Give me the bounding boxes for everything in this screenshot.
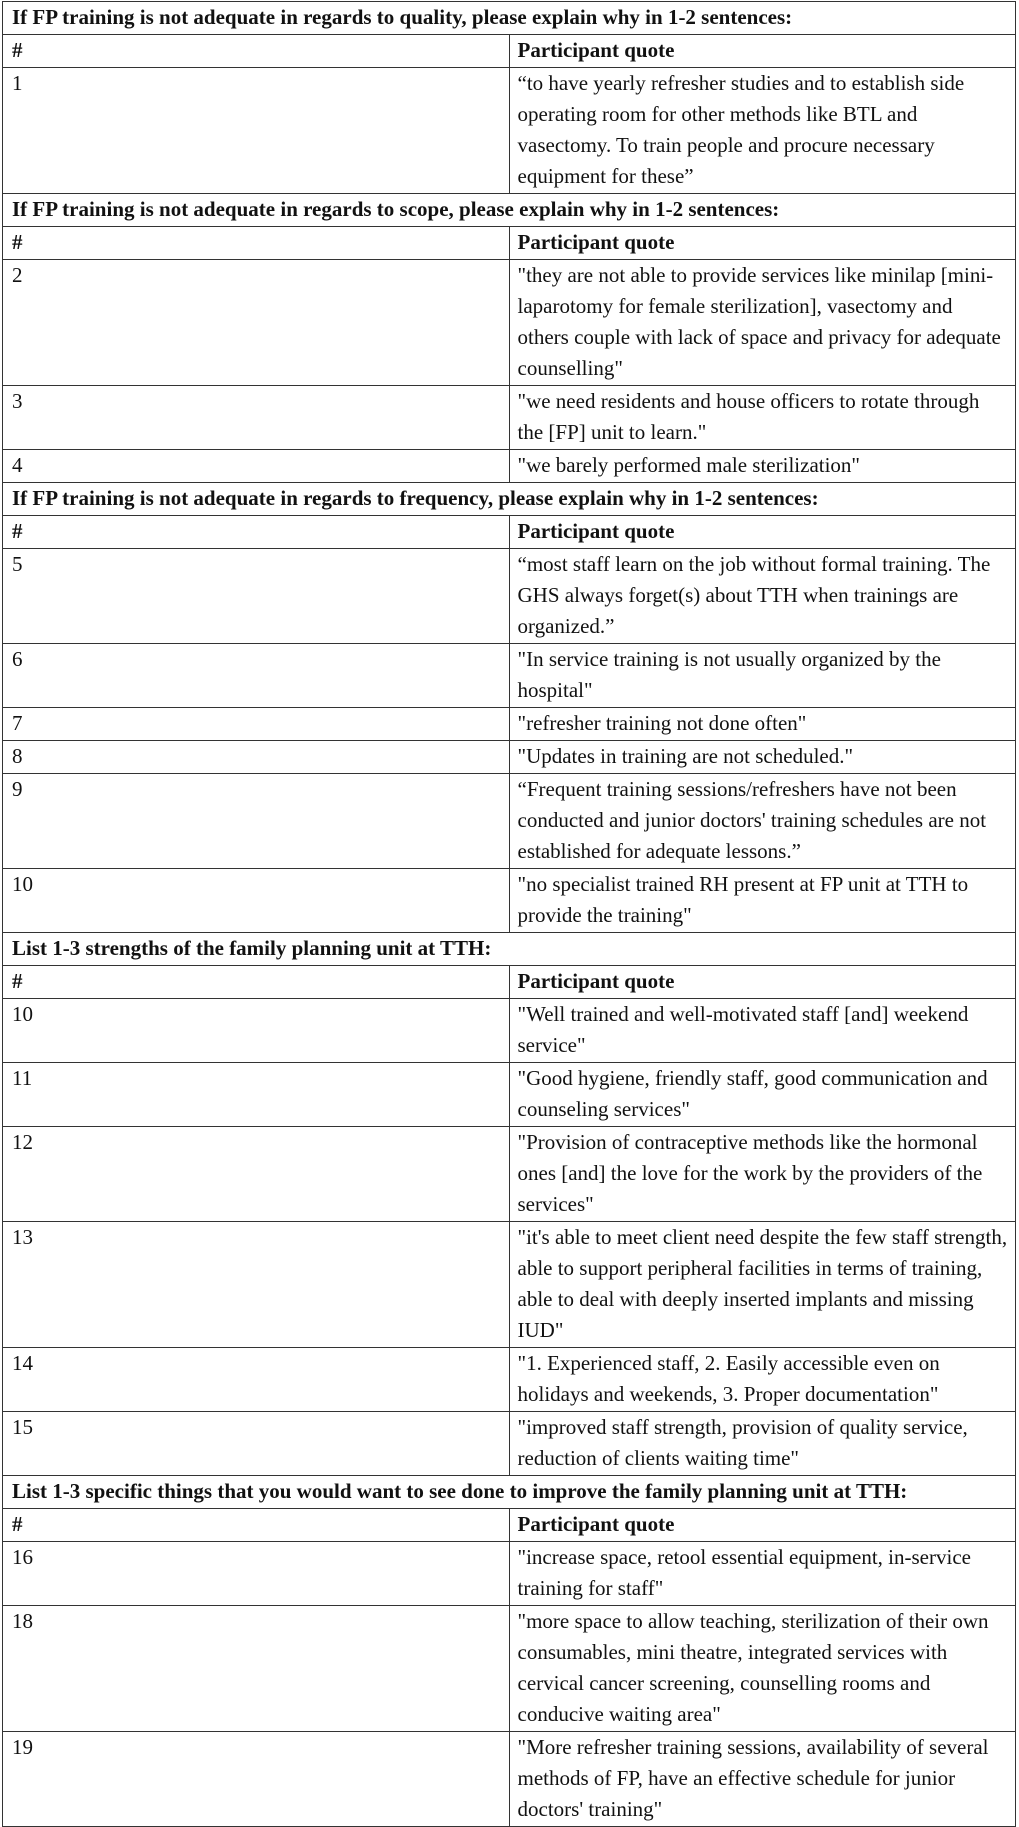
number-column-header: #: [3, 1509, 510, 1542]
participant-number: 6: [3, 644, 510, 708]
participant-quote: "no specialist trained RH present at FP unit at TTH to provide the training": [509, 869, 1016, 933]
section-heading-row: [3, 483, 1016, 516]
section-heading-row: [3, 2, 1016, 35]
section-title: If FP training is not adequate in regards to frequency, please explain why in 1-2 sentences:: [3, 483, 1016, 516]
participant-number: 18: [3, 1606, 510, 1732]
table-row: [3, 708, 1016, 741]
number-column-header: #: [3, 516, 510, 549]
table-row: [3, 1732, 1016, 1827]
column-header-row: [3, 966, 1016, 999]
quotes-table-body: [3, 2, 1016, 1827]
participant-quote: "More refresher training sessions, availability of several methods of FP, have an effective schedule for junior doctors' training": [509, 1732, 1016, 1827]
participant-quote: "we barely performed male sterilization": [509, 450, 1016, 483]
participant-quote: "refresher training not done often": [509, 708, 1016, 741]
table-row: [3, 260, 1016, 386]
table-row: [3, 774, 1016, 869]
participant-quote: "Provision of contraceptive methods like the hormonal ones [and] the love for the work by the providers of the services": [509, 1127, 1016, 1222]
participant-quote: "more space to allow teaching, sterilization of their own consumables, mini theatre, integrated services with cervical cancer screening, counselling rooms and conducive waiting area": [509, 1606, 1016, 1732]
quote-column-header: Participant quote: [509, 35, 1016, 68]
participant-quote: "they are not able to provide services like minilap [mini-laparotomy for female sterilization], vasectomy and others couple with lack of space and privacy for adequate counselling": [509, 260, 1016, 386]
column-header-row: [3, 227, 1016, 260]
quote-column-header: Participant quote: [509, 966, 1016, 999]
column-header-row: [3, 1509, 1016, 1542]
participant-quote: "it's able to meet client need despite the few staff strength, able to support peripheral facilities in terms of training, able to deal with deeply inserted implants and missing IUD": [509, 1222, 1016, 1348]
table-row: [3, 450, 1016, 483]
participant-quote: "Good hygiene, friendly staff, good communication and counseling services": [509, 1063, 1016, 1127]
quote-column-header: Participant quote: [509, 1509, 1016, 1542]
participant-number: 10: [3, 999, 510, 1063]
quotes-table: [2, 1, 1016, 1827]
column-header-row: [3, 35, 1016, 68]
participant-number: 9: [3, 774, 510, 869]
table-row: [3, 869, 1016, 933]
participant-number: 16: [3, 1542, 510, 1606]
participant-number: 19: [3, 1732, 510, 1827]
participant-number: 3: [3, 386, 510, 450]
section-heading-row: [3, 194, 1016, 227]
number-column-header: #: [3, 966, 510, 999]
participant-quote: "we need residents and house officers to rotate through the [FP] unit to learn.": [509, 386, 1016, 450]
participant-number: 13: [3, 1222, 510, 1348]
participant-number: 8: [3, 741, 510, 774]
table-row: [3, 999, 1016, 1063]
section-heading-row: [3, 933, 1016, 966]
quote-column-header: Participant quote: [509, 227, 1016, 260]
participant-number: 11: [3, 1063, 510, 1127]
participant-number: 14: [3, 1348, 510, 1412]
section-heading-row: [3, 1476, 1016, 1509]
number-column-header: #: [3, 35, 510, 68]
column-header-row: [3, 516, 1016, 549]
table-row: [3, 1606, 1016, 1732]
participant-quote: “most staff learn on the job without formal training. The GHS always forget(s) about TTH when trainings are organized.”: [509, 549, 1016, 644]
table-row: [3, 1542, 1016, 1606]
number-column-header: #: [3, 227, 510, 260]
section-title: If FP training is not adequate in regards to scope, please explain why in 1-2 sentences:: [3, 194, 1016, 227]
table-row: [3, 1348, 1016, 1412]
participant-number: 10: [3, 869, 510, 933]
table-row: [3, 386, 1016, 450]
participant-quote: "In service training is not usually organized by the hospital": [509, 644, 1016, 708]
section-title: If FP training is not adequate in regards to quality, please explain why in 1-2 sentences:: [3, 2, 1016, 35]
participant-number: 1: [3, 68, 510, 194]
participant-number: 2: [3, 260, 510, 386]
table-row: [3, 1127, 1016, 1222]
section-title: List 1-3 specific things that you would want to see done to improve the family planning unit at TTH:: [3, 1476, 1016, 1509]
table-row: [3, 1412, 1016, 1476]
participant-quote: "1. Experienced staff, 2. Easily accessible even on holidays and weekends, 3. Proper documentation": [509, 1348, 1016, 1412]
participant-number: 12: [3, 1127, 510, 1222]
table-row: [3, 741, 1016, 774]
participant-number: 5: [3, 549, 510, 644]
participant-number: 15: [3, 1412, 510, 1476]
participant-quote: "increase space, retool essential equipment, in-service training for staff": [509, 1542, 1016, 1606]
table-row: [3, 1222, 1016, 1348]
participant-quote: "Updates in training are not scheduled.": [509, 741, 1016, 774]
participant-quote: “Frequent training sessions/refreshers have not been conducted and junior doctors' training schedules are not established for adequate lessons.”: [509, 774, 1016, 869]
table-row: [3, 644, 1016, 708]
quote-column-header: Participant quote: [509, 516, 1016, 549]
participant-quote: "Well trained and well-motivated staff [and] weekend service": [509, 999, 1016, 1063]
section-title: List 1-3 strengths of the family planning unit at TTH:: [3, 933, 1016, 966]
participant-number: 4: [3, 450, 510, 483]
participant-quote: “to have yearly refresher studies and to establish side operating room for other methods like BTL and vasectomy. To train people and procure necessary equipment for these”: [509, 68, 1016, 194]
table-row: [3, 1063, 1016, 1127]
participant-number: 7: [3, 708, 510, 741]
participant-quote: "improved staff strength, provision of quality service, reduction of clients waiting time": [509, 1412, 1016, 1476]
table-row: [3, 68, 1016, 194]
table-row: [3, 549, 1016, 644]
